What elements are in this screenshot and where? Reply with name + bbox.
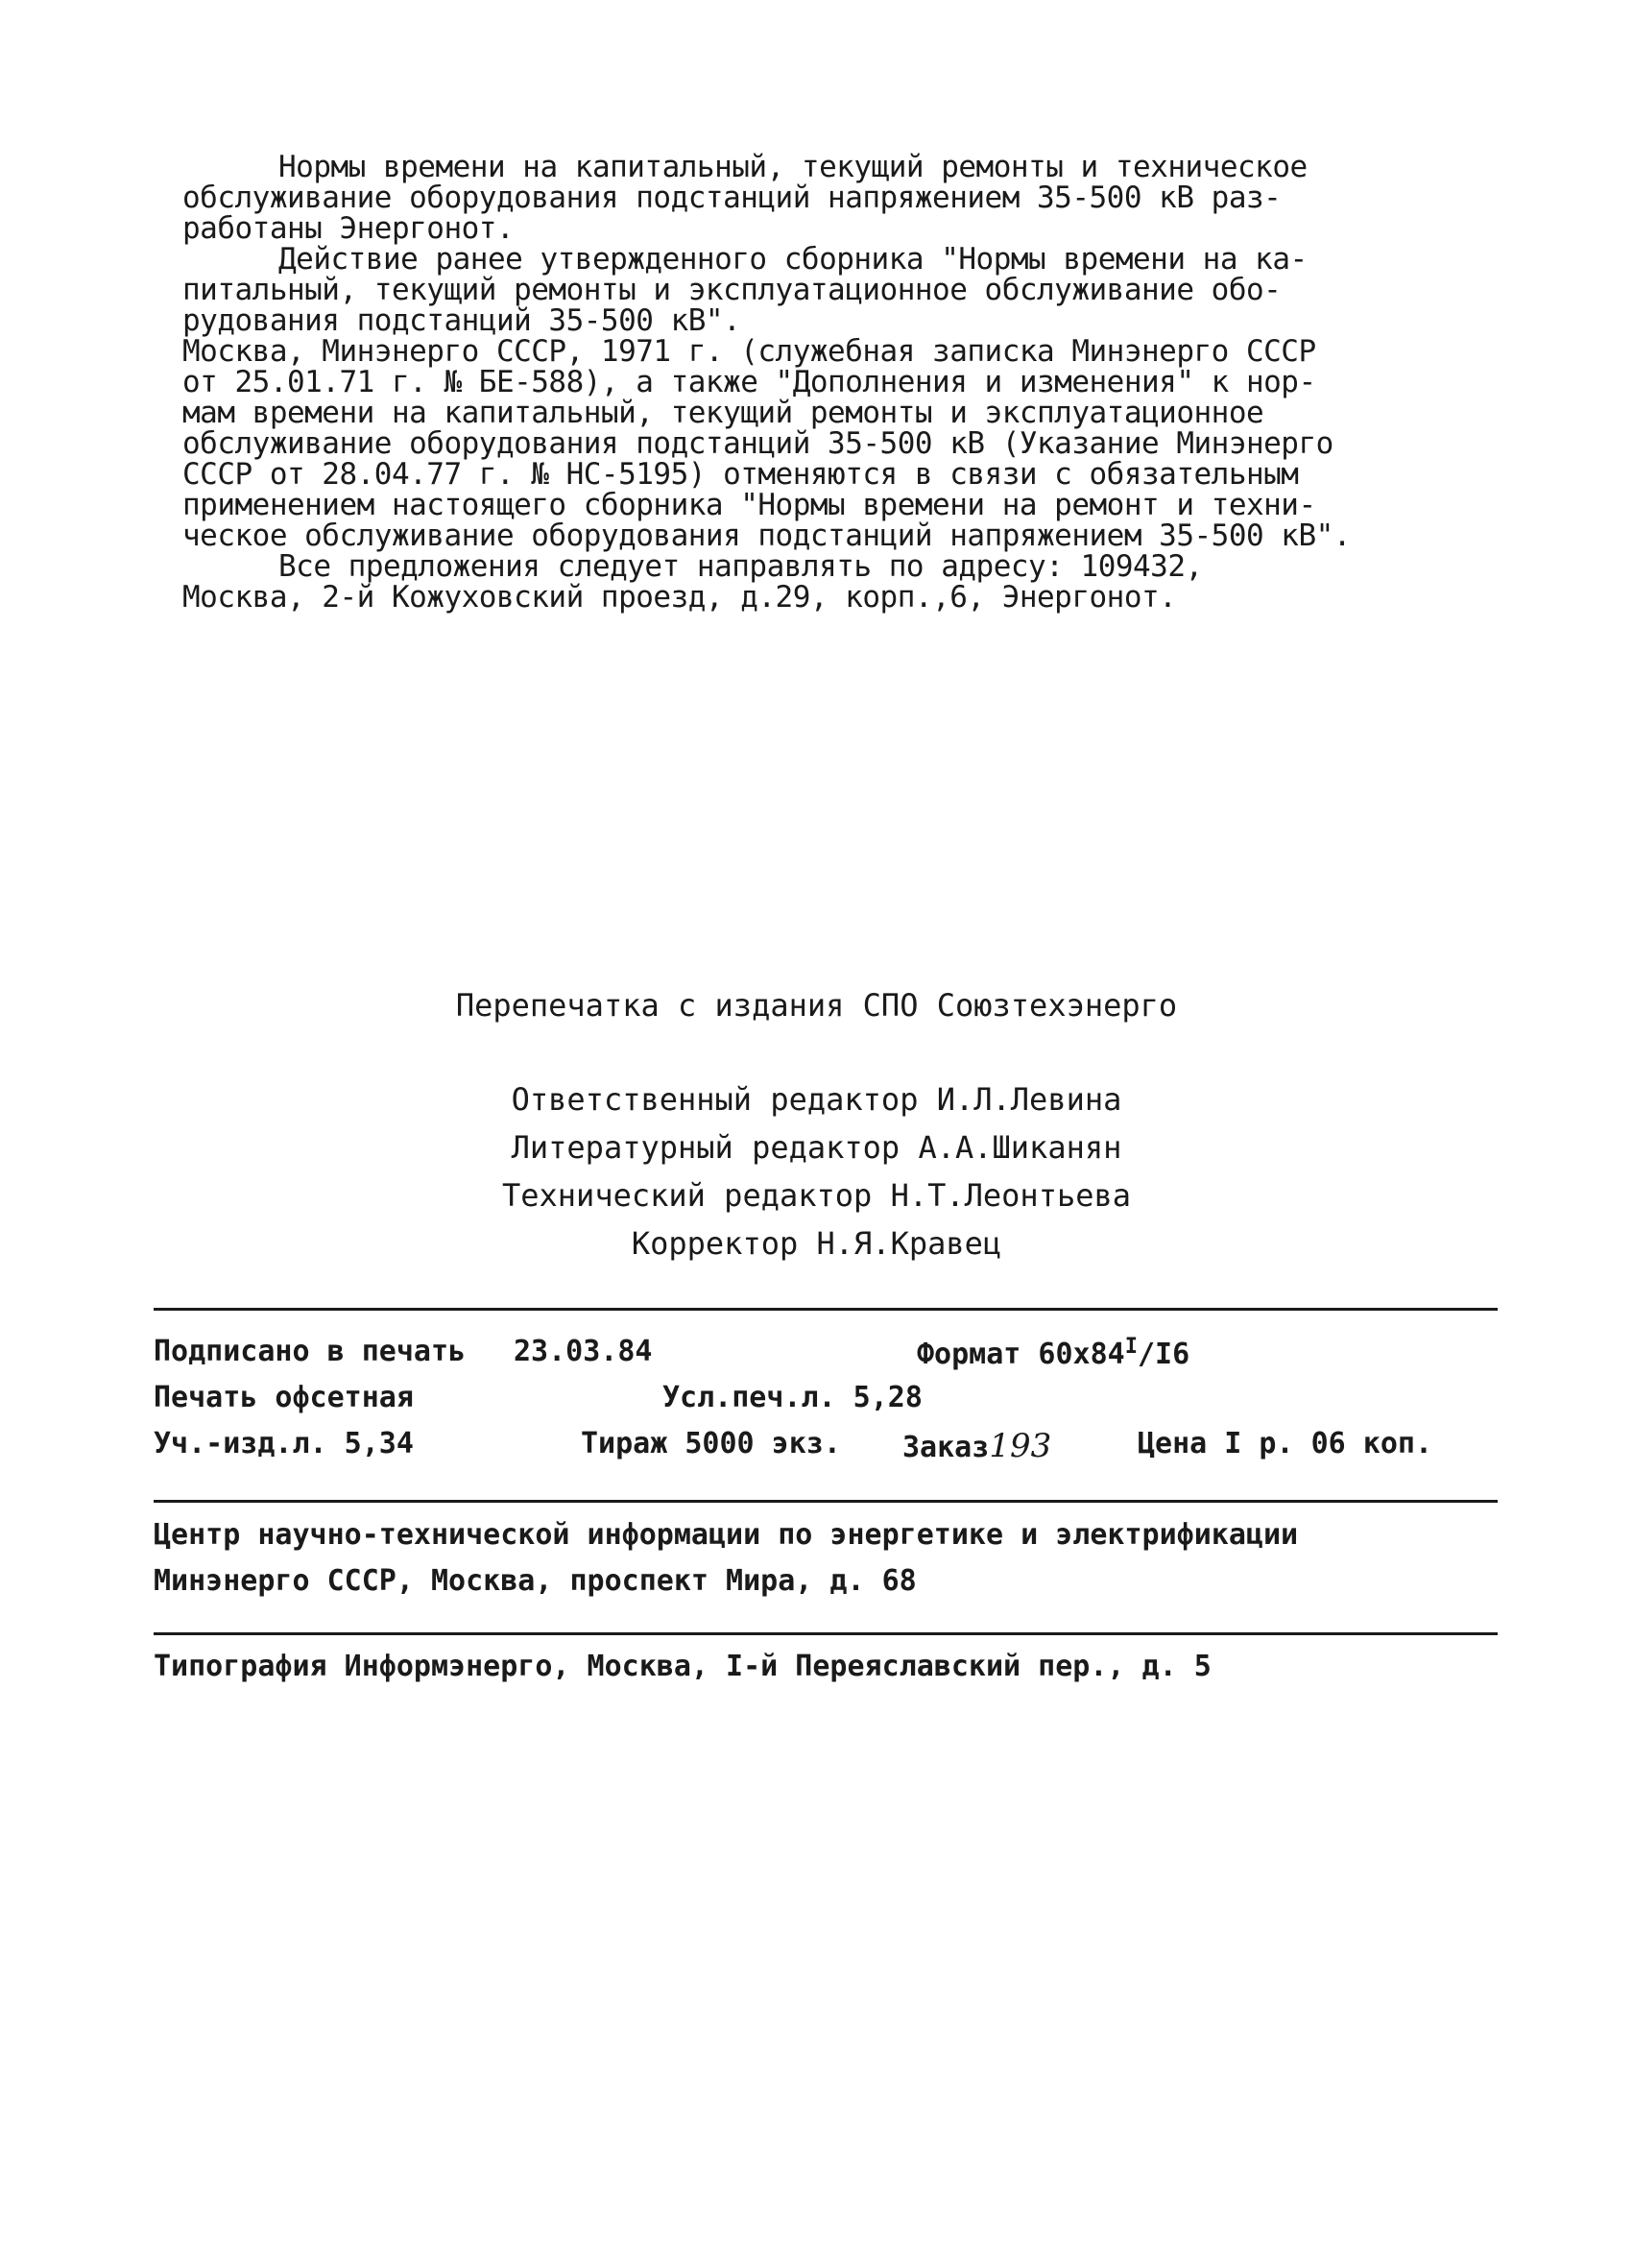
intro-line: Нормы времени на капитальный, текущий ремонты и техническое: [278, 150, 1308, 184]
price: Цена I р. 06 коп.: [1138, 1427, 1433, 1460]
editors-block: [0, 1075, 1633, 1267]
intro-line: от 25.01.71 г. № БЕ-588), а также "Дополнения и изменения" к нор-: [182, 365, 1316, 399]
intro-line: работаны Энергонот.: [182, 211, 515, 246]
intro-line: Действие ранее утвержденного сборника "Нормы времени на ка-: [278, 242, 1308, 277]
editor-corrector: Корректор Н.Я.Кравец: [631, 1225, 1002, 1262]
order-label: Заказ: [902, 1431, 990, 1464]
intro-line: питальный, текущий ремонты и эксплуатационное обслуживание обо-: [182, 273, 1282, 307]
edu-sheets: Уч.-изд.л. 5,34: [154, 1427, 414, 1460]
intro-line: Все предложения следует направлять по адресу: 109432,: [278, 549, 1203, 584]
intro-line: рудования подстанций 35-500 кВ".: [182, 303, 741, 338]
divider-top: [154, 1308, 1498, 1311]
format-tail: /I6: [1138, 1338, 1190, 1371]
divider-bottom: [154, 1632, 1498, 1635]
reprint-note: Перепечатка с издания СПО Союзтехэнерго: [455, 987, 1178, 1024]
publisher-block: [154, 1512, 1298, 1604]
editor-literary: Литературный редактор А.А.Шиканян: [511, 1129, 1122, 1166]
intro-line: мам времени на капитальный, текущий ремонты и эксплуатационное: [182, 396, 1264, 430]
order-block: [902, 1427, 1051, 1465]
format-block: [917, 1335, 1189, 1371]
intro-line: Москва, Минэнерго СССР, 1971 г. (служебная записка Минэнерго СССР: [182, 334, 1316, 369]
format-sup: I: [1124, 1335, 1138, 1359]
intro-line: Москва, 2-й Кожуховский проезд, д.29, корп.,6, Энергонот.: [182, 580, 1177, 615]
print-type: Печать офсетная: [154, 1381, 414, 1414]
printer-line: Типография Информэнерго, Москва, I-й Переяславский пер., д. 5: [154, 1650, 1212, 1683]
publisher-line1: Центр научно-технической информации по энергетике и электрификации: [154, 1518, 1299, 1552]
print-sheets: Усл.печ.л. 5,28: [662, 1381, 923, 1414]
circulation: Тираж 5000 экз.: [581, 1427, 841, 1460]
signed-label: Подписано в печать: [154, 1335, 467, 1368]
intro-line: применением настоящего сборника "Нормы времени на ремонт и техни-: [182, 488, 1316, 522]
editor-responsible: Ответственный редактор И.Л.Левина: [511, 1081, 1122, 1118]
intro-line: обслуживание оборудования подстанций напряжением 35-500 кВ раз-: [182, 181, 1282, 215]
editor-technical: Технический редактор Н.Т.Леонтьева: [501, 1177, 1132, 1214]
format-label: Формат 60х84: [917, 1338, 1125, 1371]
signed-date: 23.03.84: [514, 1335, 653, 1368]
intro-line: СССР от 28.04.77 г. № НС-5195) отменяются в связи с обязательным: [182, 457, 1299, 492]
intro-text: [182, 152, 1526, 613]
divider-middle: [154, 1500, 1498, 1503]
intro-line: обслуживание оборудования подстанций 35-500 кВ (Указание Минэнерго: [182, 426, 1333, 461]
intro-line: ческое обслуживание оборудования подстанций напряжением 35-500 кВ".: [182, 519, 1351, 553]
publisher-line2: Минэнерго СССР, Москва, проспект Мира, д. 68: [154, 1564, 917, 1598]
order-number: 193: [989, 1427, 1052, 1465]
